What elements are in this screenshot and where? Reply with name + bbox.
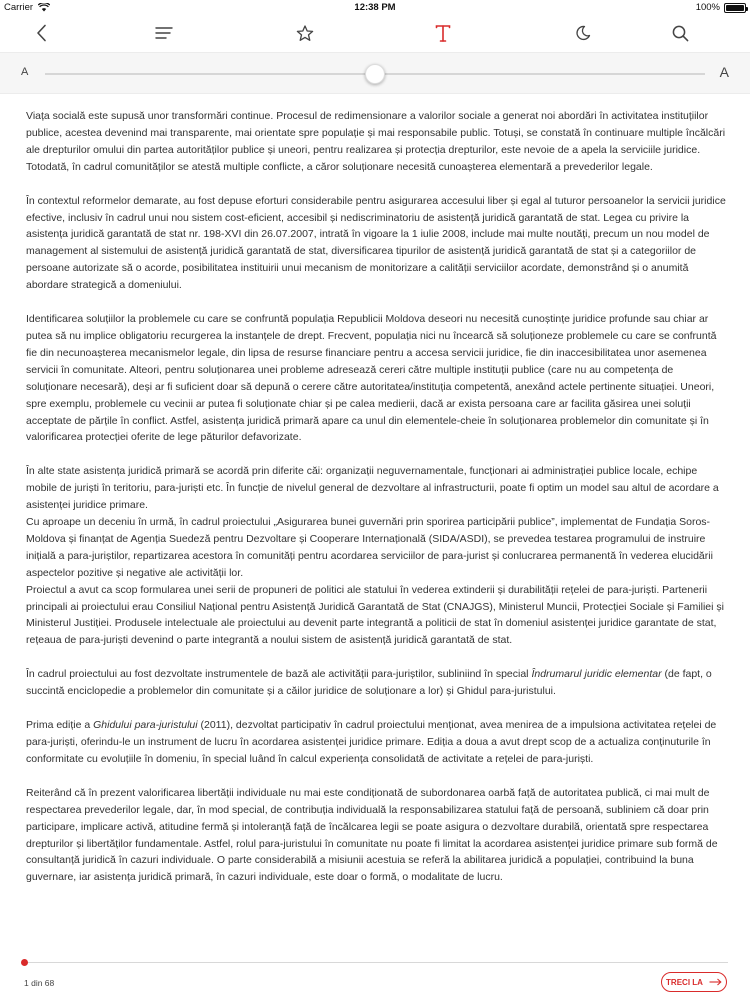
font-size-bar	[0, 52, 750, 94]
goto-page-button[interactable]	[661, 972, 727, 992]
paragraph-text: Prima ediție a	[26, 719, 94, 732]
goto-page-label: TRECI LA	[666, 977, 703, 987]
arrow-right-icon	[709, 978, 722, 986]
emphasis-text: Ghidului para-juristului	[93, 719, 198, 732]
reader-toolbar	[0, 16, 750, 50]
text-format-icon	[435, 25, 451, 42]
paragraph: Proiectul a avut ca scop formularea unei serii de propuneri de politici ale statului în vederea extinderii și durabilității rețelei de para-juriști. Partenerii principali ai proiectului erau Consiliul Național pentru Asistență Juridică Garantată de Stat (CNAJGS), Ministerul Muncii, Protecției Sociale și Familiei și Ministerul Justiției. Produsele intelectuale ale proiectului au devenit parte integrantă a politicii de stat în domeniul asistenței juridice garantate de stat, rețeaua de para-juriști devenind o parte integrantă a noului sistem de asistență juridică garantată de stat.	[26, 583, 724, 647]
font-size-large-label: A	[719, 64, 729, 80]
paragraph-text: În cadrul proiectului au fost dezvoltate instrumentele de bază ale activității para-juriștilor, subliniind în special	[26, 668, 532, 681]
font-size-slider-thumb[interactable]	[365, 64, 385, 84]
paragraph: În contextul reformelor demarate, au fost depuse eforturi considerabile pentru asigurarea accesului liber și egal al tuturor persoanelor la servicii juridice efective, inclusiv în cadrul unui nou sistem cost-eficient, accesibil și nediscriminatoriu de asistență juridică garantată de stat. Legea cu privire la asistența juridică garantată de stat nr. 198-XVI din 26.07.2007, intrată în vigoare la 1 iulie 2008, include mai multe noutăți, precum un nou model de management al sistemului de asistență juridică garantată de stat, diversificarea tipurilor de asistență juridică garantată de stat și a categoriilor de persoane autorizate să o acorde, posibilitatea instituirii unui mecanism de monitorizare a calității serviciilor acordate, demonstrând și o anumită abordare strategică a domeniului.	[26, 194, 726, 292]
page-indicator: 1 din 68	[24, 978, 55, 988]
table-of-contents-icon	[155, 26, 173, 40]
bookmark-button[interactable]	[291, 20, 319, 46]
status-bar	[0, 0, 750, 16]
paragraph: Reiterând că în prezent valorificarea libertății individuale nu mai este condiționată de subordonarea oarbă față de autoritatea publică, ci mai mult de respectarea prevederilor legale, dar, în mod special, de contribuția individuală la responsabilizarea statului față de persoană, subliniem că doar prin participare, implicare activă, atitudine fermă și intoleranță față de încălcarea legii se poate asigura o dezvoltare durabilă, orientată spre respectarea drepturilor și libertăților fundamentale. Astfel, rolul para-juristului în comunitate nu poate fi limitat la acordarea asistenței juridice primare sub formă de consultanță juridică în cazuri individuale. O parte considerabilă a misiunii acestuia se referă la abilitarea juridică a populației, contribuind la buna guvernare, iar asistența juridică primară, în cazuri individuale, este doar o formă, o modalitate de lucru.	[26, 786, 718, 884]
reader-content	[26, 108, 726, 948]
battery-percent: 100%	[695, 2, 720, 13]
search-button[interactable]	[666, 20, 694, 46]
page-progress-handle[interactable]	[21, 959, 28, 966]
night-mode-icon	[575, 25, 591, 41]
paragraph-text: (2011), dezvoltat participativ în cadrul proiectului menționat, avea menirea de a impulsiona activitatea rețelei de para-juriști, oferindu-le un instrument de lucru în acordarea asistenței juridice primare. Ediția a doua a avut drept scop de a actualiza conținuturile în conformitate cu evoluțiile în domeniu, în special luând în calcul experiența consolidată de activitate a rețelei de para-juriști.	[26, 719, 717, 765]
paragraph	[26, 717, 726, 768]
bookmark-star-icon	[296, 25, 314, 42]
paragraph: În alte state asistența juridică primară se acordă prin diferite căi: organizații neguvernamentale, funcționari ai administrației publice locale, echipe mobile de juriști în teritoriu, para-juriști etc. În funcție de nivelul general de dezvoltare al infrastructurii, poate fi optim un model sau altul de acordare a asistenței juridice primare.	[26, 465, 719, 512]
paragraph-text: (de fapt, o succintă enciclopedie a problemelor din comunitate și a căilor juridice de soluționare a lor) și Ghidul para-juristului.	[26, 668, 712, 698]
paragraph	[26, 666, 726, 700]
back-icon	[35, 24, 47, 42]
search-icon	[672, 25, 689, 42]
page-progress-track[interactable]	[22, 962, 728, 963]
paragraph: Viața socială este supusă unor transformări continue. Procesul de redimensionare a valorilor sociale a generat noi abordări în activitatea instituțiilor publice, acestea devenind mai transparente, mai orientate spre populație și mai responsabile public. Totuși, se constată în continuare multiple încălcări ale drepturilor omului din partea autorităților publice și uneori, pentru realizarea și protecția drepturilor, este nevoie de a apela la serviciile juridice. Totodată, în cadrul comunităților se atestă multiple conflicte, a căror soluționare necesită cunoașterea elementară a prevederilor legale.	[26, 110, 726, 173]
paragraph: Identificarea soluțiilor la problemele cu care se confruntă populația Republicii Moldova deseori nu necesită cunoștințe juridice profunde sau chiar ar putea să nu implice obligatoriu recurgerea la instanțele de drept. Frecvent, populația nici nu încearcă să soluționeze problemele cu care se confruntă fie din necunoașterea mecanismelor legale, din lipsa de resurse financiare pentru a accesa servicii juridice, fie din inaccesibilitatea unor asemenea servicii în comunitate. Alteori, pentru soluționarea unei probleme adresează cereri către multiple instituții publice (care nu au competența de soluționare necesară), deși ar fi suficient doar să depună o cerere către autoritatea/instituția competentă, anexând actele pertinente situației. Uneori, spre exemplu, problemele cu vecinii ar putea fi soluționate chiar și pe calea medierii, dacă ar exista persoana care ar facilita găsirea unei soluții acceptate de părțile în conflict. Astfel, asistența juridică primară apare ca unul din elementele-cheie în soluționarea problemelor din comunitate și în valorificarea protecției oferite de lege păturilor defavorizate.	[26, 313, 717, 444]
table-of-contents-button[interactable]	[150, 20, 178, 46]
battery-icon	[724, 3, 746, 13]
paragraph: Cu aproape un deceniu în urmă, în cadrul proiectului „Asigurarea bunei guvernări prin sporirea participării publice”, implementat de Fundația Soros-Moldova și finanțat de Agenția Suedeză pentru Dezvoltare și Cooperare Internațională (SIDA/ASDI), se prevedea testarea programului de instruire inițială a para-juriștilor, repartizarea acestora în comunități pentru acordarea serviciilor de para-jurist și conlucrarea permanentă în vederea elucidării aspectelor pozitive și negative ale activității lor.	[26, 516, 713, 579]
night-mode-button[interactable]	[569, 20, 597, 46]
text-format-button[interactable]	[429, 20, 457, 46]
carrier-label: Carrier	[4, 2, 34, 13]
back-button[interactable]	[27, 20, 55, 46]
emphasis-text: Îndrumarul juridic elementar	[531, 668, 662, 681]
status-right	[696, 2, 746, 13]
font-size-small-label: A	[21, 66, 29, 78]
status-time: 12:38 PM	[354, 2, 396, 13]
